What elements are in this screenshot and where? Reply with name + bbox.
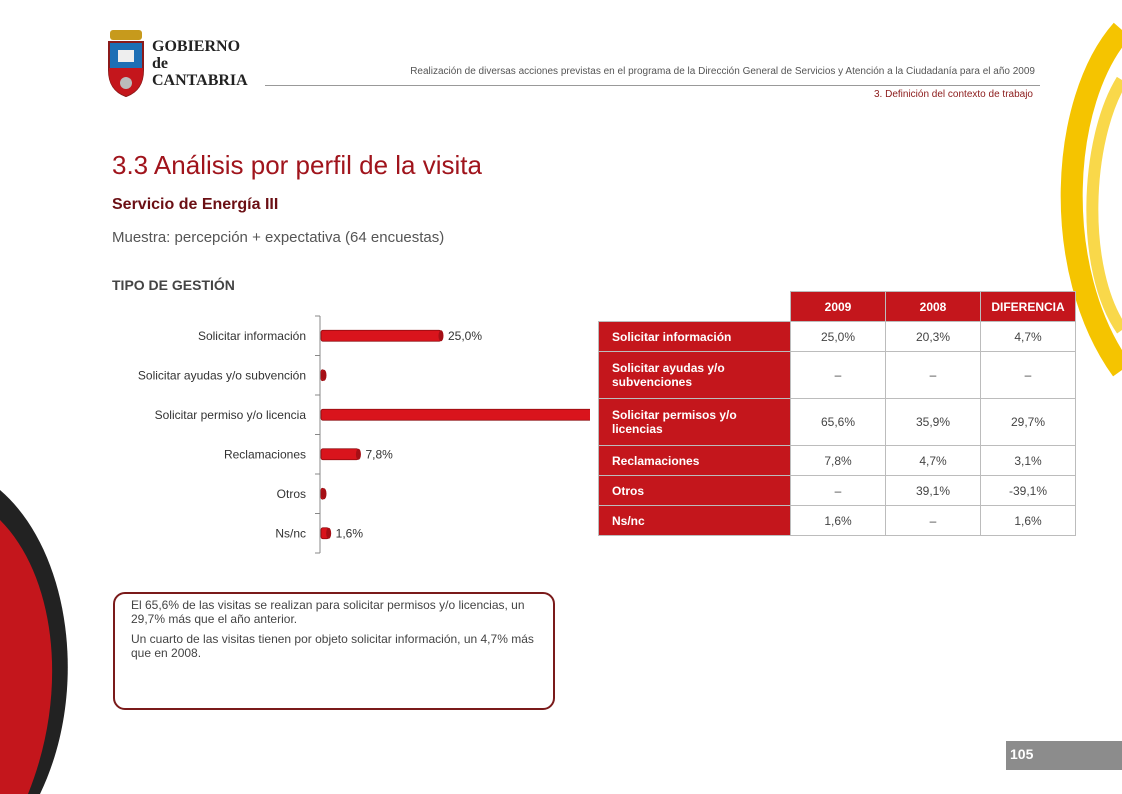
table-row	[599, 399, 1076, 446]
table-row	[599, 506, 1076, 536]
table-cell: 20,3%	[886, 322, 981, 352]
section-label: TIPO DE GESTIÓN	[112, 277, 235, 293]
table-cell: –	[791, 476, 886, 506]
chart-bar-cap	[439, 330, 444, 341]
table-header-diferencia: DIFERENCIA	[981, 292, 1076, 322]
chart-bar-cap	[356, 449, 361, 460]
logo-text: GOBIERNO de CANTABRIA	[152, 38, 248, 89]
chart-data-label: 1,6%	[335, 526, 364, 541]
chart-bar-cap	[326, 528, 331, 539]
table-cell: 35,9%	[886, 399, 981, 446]
chart-data-label: 7,8%	[365, 447, 393, 462]
table-cell: 3,1%	[981, 446, 1076, 476]
table-cell: 39,1%	[886, 476, 981, 506]
chart-bar	[321, 409, 590, 420]
chart-bar	[321, 449, 358, 460]
page-number: 105	[1010, 746, 1034, 762]
table-row	[599, 446, 1076, 476]
table-row-label: Solicitar permisos y/o licencias	[599, 399, 791, 446]
bar-chart	[110, 310, 590, 570]
table-cell: 65,6%	[791, 399, 886, 446]
header-subtitle: Realización de diversas acciones previstas en el programa de la Dirección General de Servicios y Atención a la Ciudadanía para el año 2009	[410, 66, 1035, 77]
chart-category-label: Solicitar ayudas y/o subvención	[137, 368, 306, 383]
table-row-label: Reclamaciones	[599, 446, 791, 476]
page-number-box	[1006, 741, 1122, 770]
sample-description: Muestra: percepción + expectativa (64 encuestas)	[112, 229, 445, 246]
chart-bar-cap	[322, 370, 327, 381]
table-cell: 4,7%	[981, 322, 1076, 352]
table-header-2008: 2008	[886, 292, 981, 322]
table-row-label: Ns/nc	[599, 506, 791, 536]
table-row	[599, 322, 1076, 352]
comparison-table	[598, 291, 1076, 536]
chart-category-label: Solicitar información	[197, 328, 306, 343]
table-cell: 29,7%	[981, 399, 1076, 446]
chart-category-label: Reclamaciones	[223, 447, 306, 462]
table-row	[599, 352, 1076, 399]
table-cell: –	[886, 506, 981, 536]
table-row-label: Otros	[599, 476, 791, 506]
note-paragraph: El 65,6% de las visitas se realizan para solicitar permisos y/o licencias, un 29,7% más que el año anterior.	[131, 598, 525, 626]
chart-category-label: Ns/nc	[275, 526, 306, 541]
table-corner	[599, 292, 791, 322]
table-header-2009: 2009	[791, 292, 886, 322]
table-cell: –	[791, 352, 886, 399]
table-cell: 1,6%	[791, 506, 886, 536]
page-subtitle: Servicio de Energía III	[112, 196, 279, 213]
chart-category-label: Solicitar permiso y/o licencia	[154, 407, 306, 422]
table-row-label: Solicitar ayudas y/o subvenciones	[599, 352, 791, 399]
chart-category-label: Otros	[276, 486, 306, 501]
table-row	[599, 476, 1076, 506]
note-paragraph: Un cuarto de las visitas tienen por objeto solicitar información, un 4,7% más que en 2008.	[131, 632, 534, 660]
chart-data-label: 25,0%	[448, 328, 483, 343]
table-cell: -39,1%	[981, 476, 1076, 506]
table-row-label: Solicitar información	[599, 322, 791, 352]
table-cell: 25,0%	[791, 322, 886, 352]
table-cell: 1,6%	[981, 506, 1076, 536]
summary-note	[113, 592, 555, 710]
decorative-curve-red	[0, 490, 90, 794]
chart-bar-cap	[322, 488, 327, 499]
page-title: 3.3 Análisis por perfil de la visita	[112, 150, 482, 180]
chart-bar	[321, 330, 441, 341]
header-divider	[265, 85, 1040, 86]
table-cell: –	[886, 352, 981, 399]
table-cell: 4,7%	[886, 446, 981, 476]
table-cell: 7,8%	[791, 446, 886, 476]
header-section: 3. Definición del contexto de trabajo	[874, 89, 1033, 100]
table-cell: –	[981, 352, 1076, 399]
